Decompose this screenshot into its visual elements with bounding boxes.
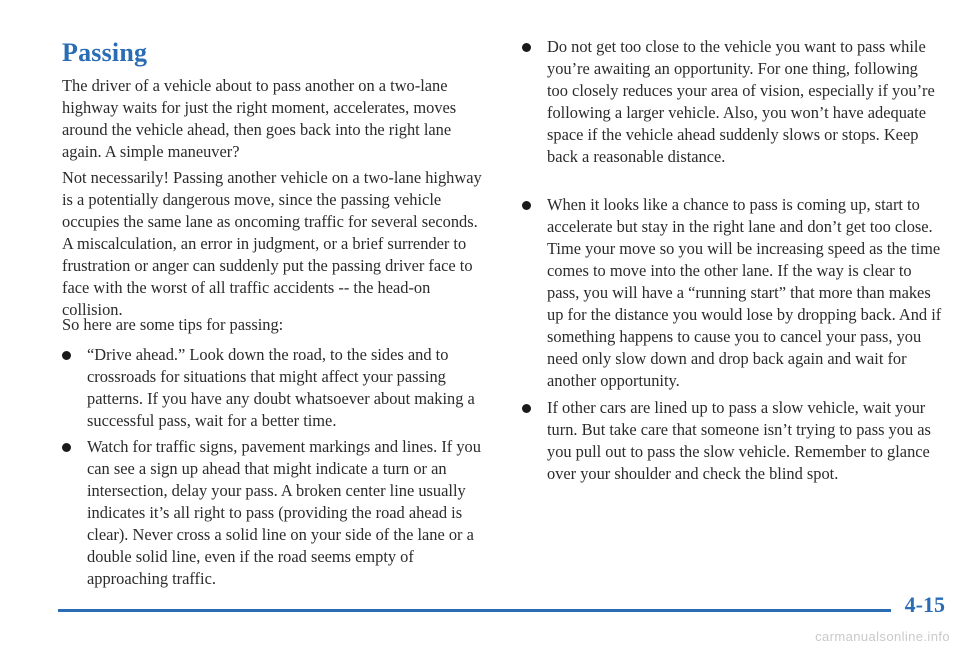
bullet-item [522,36,942,168]
footer-rule [58,609,891,612]
bullet-item [522,397,942,485]
bullet-item [522,194,942,392]
bullet-text: When it looks like a chance to pass is coming up, start to accelerate but stay in the right lane and don’t get too close. Time your move so you will be increasing speed as the time comes to move into the other lane. If the way is clear to pass, you will have a “running start” that more than makes up for the distance you would lose by dropping back. And if something happens to cause you to cancel your pass, you need only slow down and drop back again and wait for another opportunity. [547,195,942,390]
bullet-item [62,344,487,432]
watermark: carmanualsonline.info [815,629,950,644]
bullet-dot-icon [522,43,531,52]
bullet-item [62,436,487,590]
bullet-text: “Drive ahead.” Look down the road, to the sides and to crossroads for situations that might affect your passing patterns. If you have any doubt whatsoever about making a successful pass, wait for a better time. [87,345,475,430]
tips-intro: So here are some tips for passing: [62,315,284,334]
bullet-text: Watch for traffic signs, pavement markings and lines. If you can see a sign up ahead that might indicate a turn or an intersection, delay your pass. A broken center line usually indicates it’s all right to pass (providing the road ahead is clear). Never cross a solid line on your side of the lane or a double solid line, even if the road seems empty of approaching traffic. [87,437,481,588]
section-title: Passing [62,38,148,67]
bullet-dot-icon [62,351,71,360]
bullet-dot-icon [522,404,531,413]
bullet-dot-icon [62,443,71,452]
danger-paragraph: Not necessarily! Passing another vehicle on a two-lane highway is a potentially dangerous move, since the passing vehicle occupies the same lane as oncoming traffic for several seconds. A miscalculation, an error in judgment, or a brief surrender to frustration or anger can suddenly put the passing driver face to face with the worst of all traffic accidents -- the head-on collision. [62,168,482,319]
intro-paragraph: The driver of a vehicle about to pass another on a two-lane highway waits for just the right moment, accelerates, moves around the vehicle ahead, then goes back into the right lane again. A simple maneuver? [62,76,457,161]
page-number: 4-15 [904,592,945,617]
bullet-text: Do not get too close to the vehicle you want to pass while you’re awaiting an opportunity. For one thing, following too closely reduces your area of vision, especially if you’re following a larger vehicle. Also, you won’t have adequate space if the vehicle ahead suddenly slows or stops. Keep back a reasonable distance. [547,37,935,166]
bullet-dot-icon [522,201,531,210]
bullet-text: If other cars are lined up to pass a slow vehicle, wait your turn. But take care that someone isn’t trying to pass you as you pull out to pass the slow vehicle. Remember to glance over your shoulder and check the blind spot. [547,398,931,483]
